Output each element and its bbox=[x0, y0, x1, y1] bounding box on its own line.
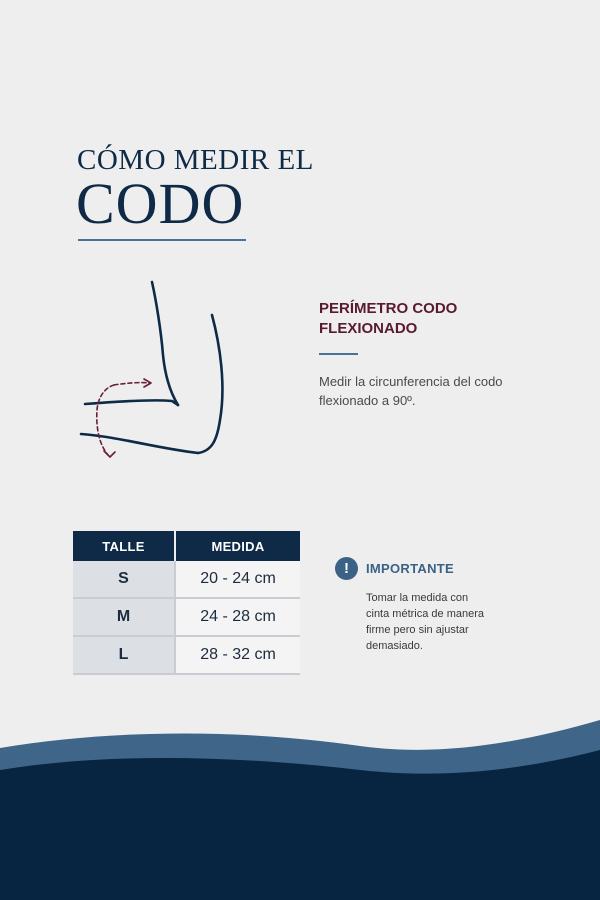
size-cell: S bbox=[73, 561, 175, 598]
exclamation-icon: ! bbox=[335, 557, 358, 580]
important-note-line-2: cinta métrica de manera bbox=[366, 608, 484, 620]
footer-wave-dark-fill bbox=[0, 750, 600, 900]
upper-arm-inner-outline bbox=[152, 282, 178, 405]
table-row bbox=[73, 598, 300, 636]
arrow-head-down-icon bbox=[104, 451, 115, 457]
measurement-description bbox=[319, 372, 549, 410]
measurement-title-line-2: FLEXIONADO bbox=[319, 320, 418, 337]
page-title: CODO bbox=[76, 171, 245, 236]
measuring-path-side bbox=[97, 385, 114, 455]
title-divider bbox=[78, 239, 246, 241]
measurement-description-line-1: Medir la circunferencia del codo bbox=[319, 374, 503, 389]
important-note-line-1: Tomar la medida con bbox=[366, 592, 469, 604]
header-medida: MEDIDA bbox=[175, 531, 300, 561]
measurement-description-line-2: flexionado a 90º. bbox=[319, 393, 416, 408]
size-cell: M bbox=[73, 598, 175, 636]
header-talle: TALLE bbox=[73, 531, 175, 561]
measuring-path-top bbox=[114, 383, 150, 385]
size-cell: L bbox=[73, 636, 175, 674]
bent-elbow-illustration bbox=[70, 275, 240, 470]
measure-cell: 28 - 32 cm bbox=[175, 636, 300, 674]
measurement-title bbox=[319, 299, 519, 339]
measure-cell: 20 - 24 cm bbox=[175, 561, 300, 598]
measure-cell: 24 - 28 cm bbox=[175, 598, 300, 636]
table-row bbox=[73, 561, 300, 598]
upper-arm-outer-outline bbox=[198, 315, 222, 453]
important-title: IMPORTANTE bbox=[366, 561, 454, 576]
important-note bbox=[366, 590, 566, 654]
footer-wave bbox=[0, 715, 600, 900]
important-note-line-4: demasiado. bbox=[366, 640, 423, 652]
important-note-line-3: firme pero sin ajustar bbox=[366, 624, 469, 636]
title-line-1: CÓMO MEDIR EL bbox=[77, 144, 314, 176]
table-row bbox=[73, 636, 300, 674]
measurement-title-line-1: PERÍMETRO CODO bbox=[319, 300, 458, 317]
size-table bbox=[73, 531, 300, 675]
measurement-divider bbox=[319, 353, 358, 355]
table-header-row bbox=[73, 531, 300, 561]
